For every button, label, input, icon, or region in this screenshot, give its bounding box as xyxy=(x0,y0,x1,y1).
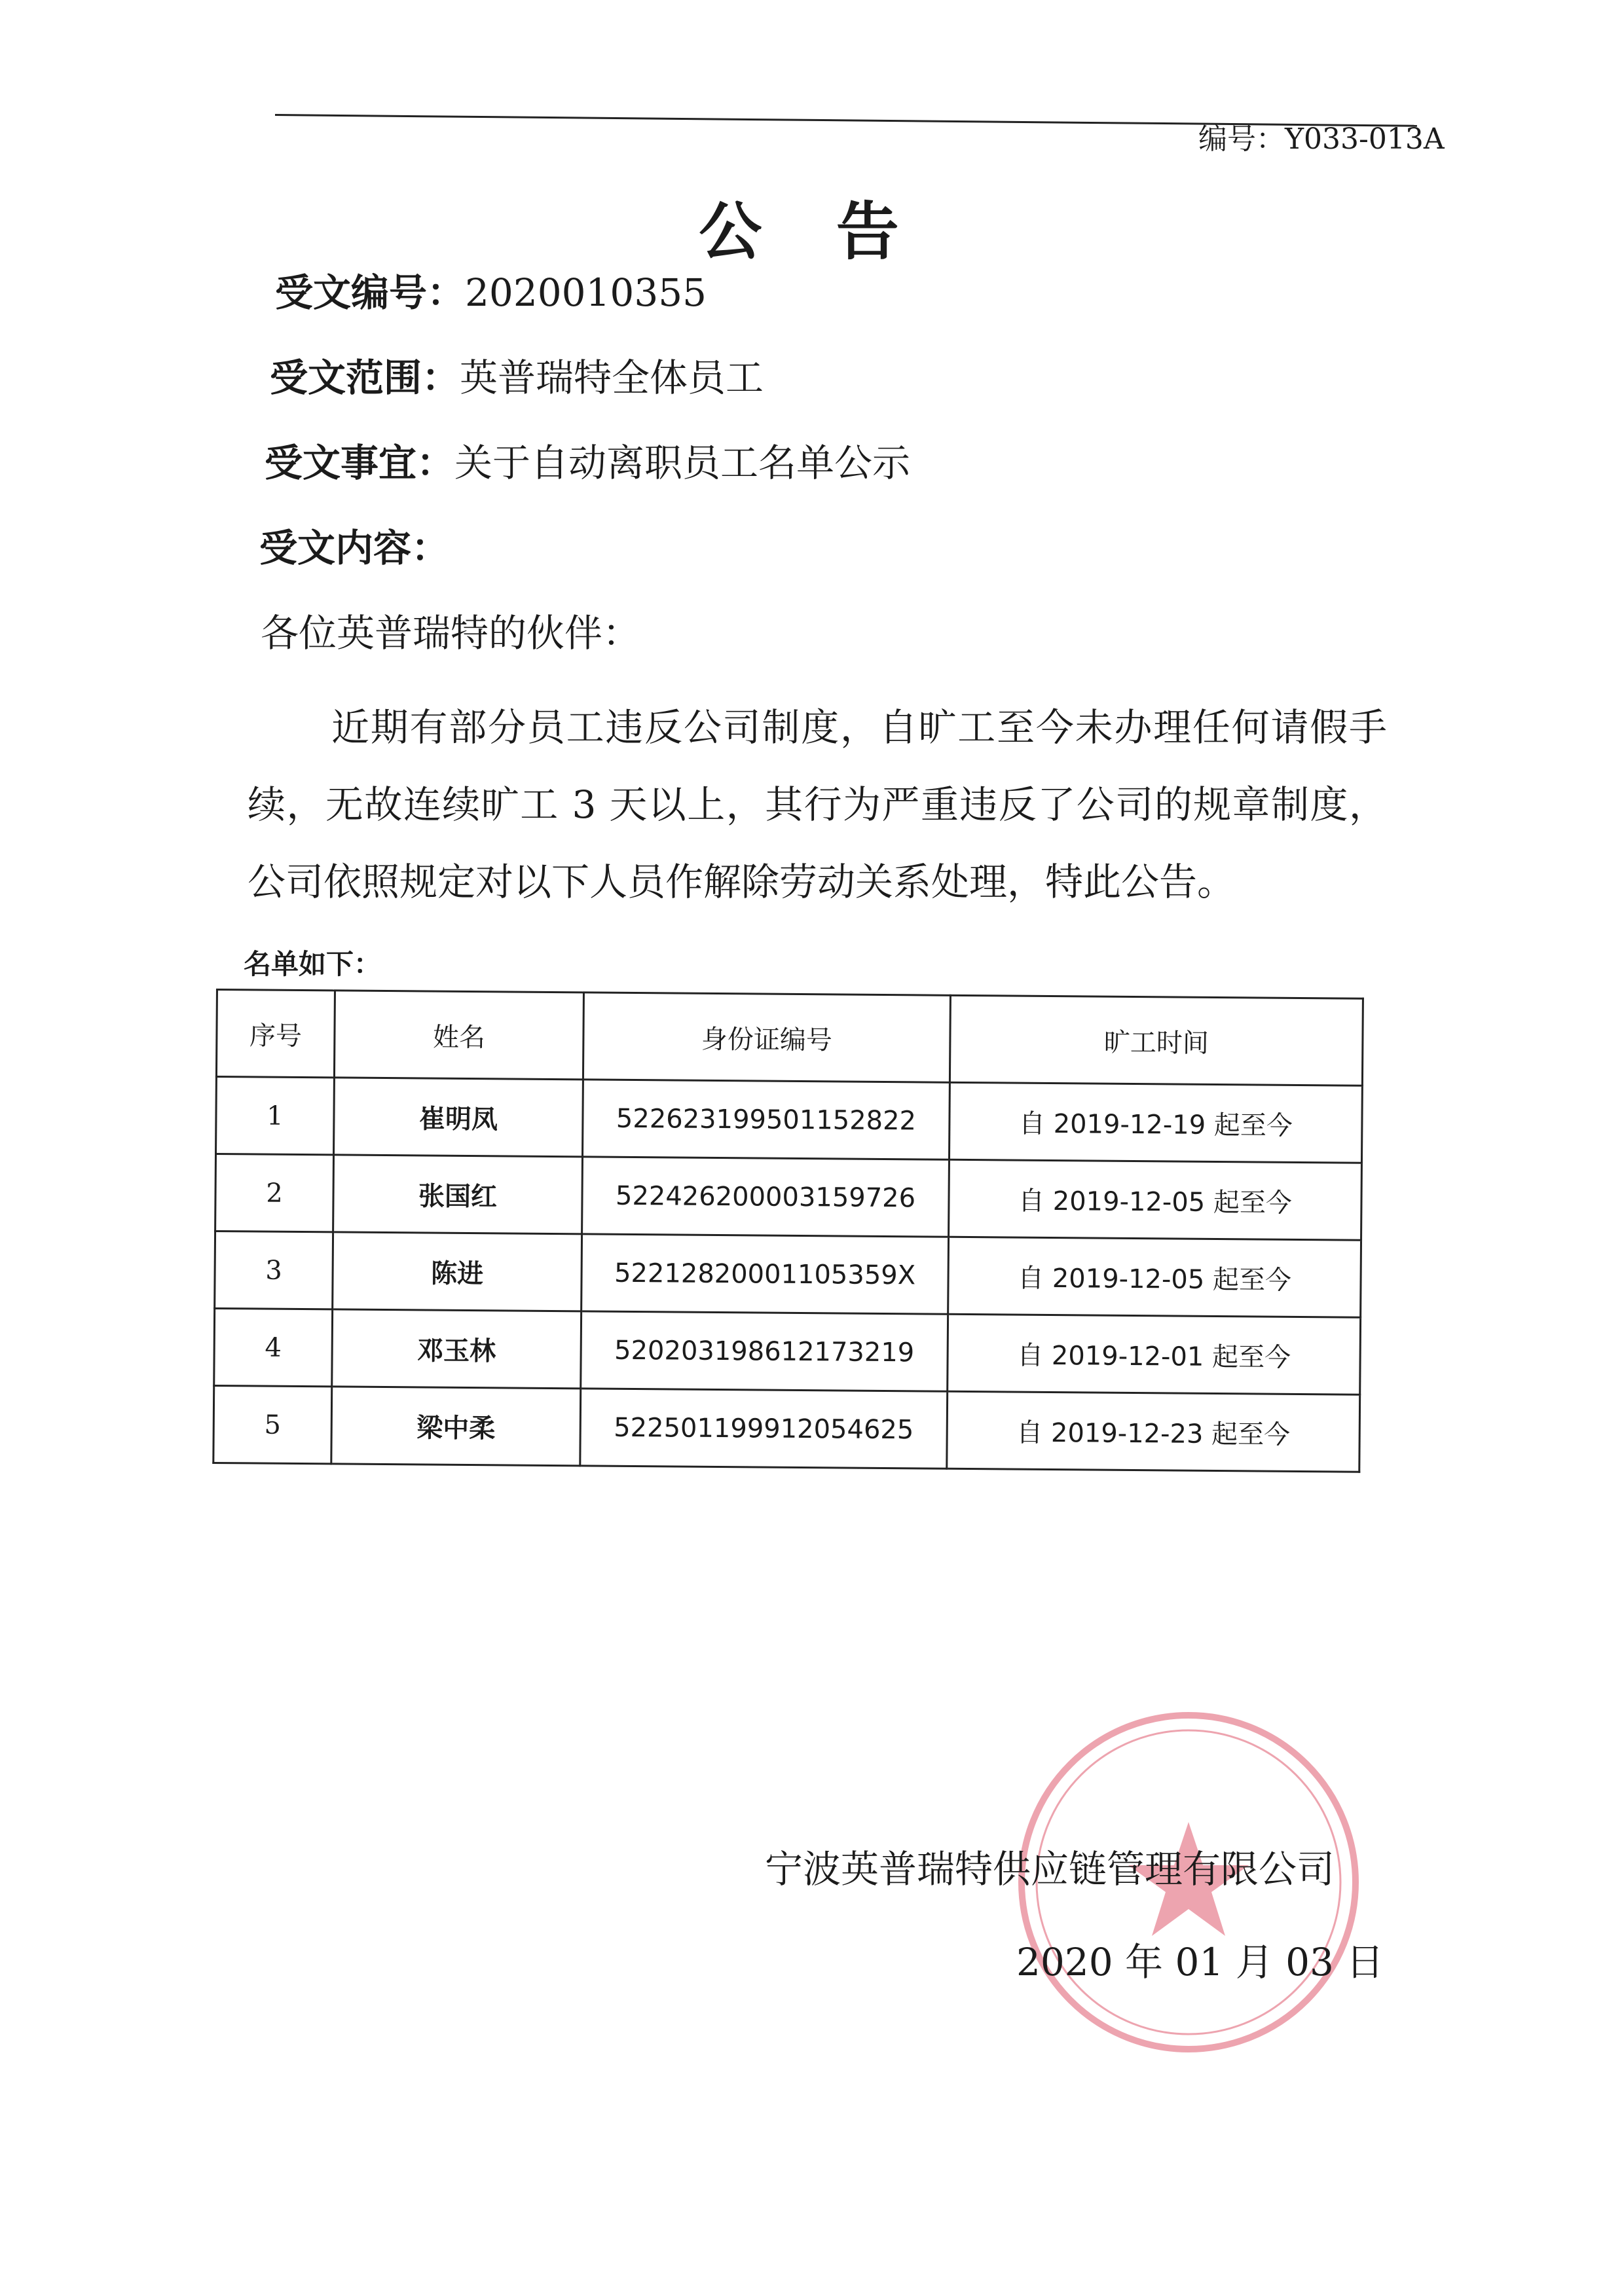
header-cell: 姓名 xyxy=(334,991,583,1080)
cell-id-number: 52212820001105359X xyxy=(581,1234,949,1314)
cell-absence-time: 自 2019-12-05 起至今 xyxy=(949,1159,1362,1240)
employee-table xyxy=(212,989,1364,1473)
field-value: 2020010355 xyxy=(465,270,707,315)
field-doc-no xyxy=(275,262,707,317)
cell-name: 邓玉林 xyxy=(332,1309,581,1389)
cell-id-number: 522426200003159726 xyxy=(582,1157,950,1237)
field-content xyxy=(259,517,449,572)
cell-absence-time: 自 2019-12-05 起至今 xyxy=(948,1237,1361,1317)
cell-absence-time: 自 2019-12-23 起至今 xyxy=(947,1391,1360,1472)
cell-absence-time: 自 2019-12-19 起至今 xyxy=(949,1082,1362,1163)
cell-index: 3 xyxy=(215,1231,333,1309)
table-row xyxy=(215,1231,1361,1318)
cell-name: 陈进 xyxy=(333,1232,582,1311)
cell-index: 5 xyxy=(213,1385,332,1463)
cell-name: 梁中柔 xyxy=(331,1387,581,1466)
cell-name: 张国红 xyxy=(333,1155,583,1234)
field-scope xyxy=(270,347,764,402)
body-paragraph: 近期有部分员工违反公司制度，自旷工至今未办理任何请假手续，无故连续旷工 3 天以上，其行为严重违反了公司的规章制度，公司依照规定对以下人员作解除劳动关系处理，特此公告。 xyxy=(248,705,1387,904)
table-row xyxy=(216,1077,1363,1163)
doc-number: 编号：Y033-013A xyxy=(1198,122,1445,156)
greeting: 各位英普瑞特的伙伴： xyxy=(261,611,641,655)
table-row xyxy=(214,1308,1361,1394)
signature-company: 宁波英普瑞特供应链管理有限公司 xyxy=(765,1847,1335,1891)
field-value: 关于自动离职员工名单公示 xyxy=(454,441,911,485)
cell-id-number: 522623199501152822 xyxy=(582,1080,950,1159)
signature-date: 2020 年 01 月 03 日 xyxy=(1016,1940,1384,1984)
field-value: 英普瑞特全体员工 xyxy=(460,355,764,400)
header-cell: 旷工时间 xyxy=(950,995,1363,1085)
field-label: 受文编号： xyxy=(275,270,466,315)
cell-index: 1 xyxy=(216,1077,335,1155)
field-subject xyxy=(265,432,910,487)
list-label: 名单如下： xyxy=(244,948,382,980)
cell-absence-time: 自 2019-12-01 起至今 xyxy=(948,1314,1361,1394)
field-label: 受文范围： xyxy=(270,355,460,400)
cell-id-number: 522501199912054625 xyxy=(580,1389,948,1468)
table-row xyxy=(215,1154,1362,1241)
field-label: 受文事宜： xyxy=(265,441,455,485)
header-cell: 身份证编号 xyxy=(583,993,950,1082)
cell-name: 崔明凤 xyxy=(334,1078,583,1157)
cell-id-number: 520203198612173219 xyxy=(581,1311,948,1391)
table-row xyxy=(213,1385,1360,1472)
table-header-row xyxy=(216,990,1363,1086)
header-cell: 序号 xyxy=(216,990,335,1078)
cell-index: 4 xyxy=(214,1308,333,1386)
field-label: 受文内容： xyxy=(259,526,450,570)
page-title: 公 告 xyxy=(699,195,925,268)
cell-index: 2 xyxy=(215,1154,334,1232)
